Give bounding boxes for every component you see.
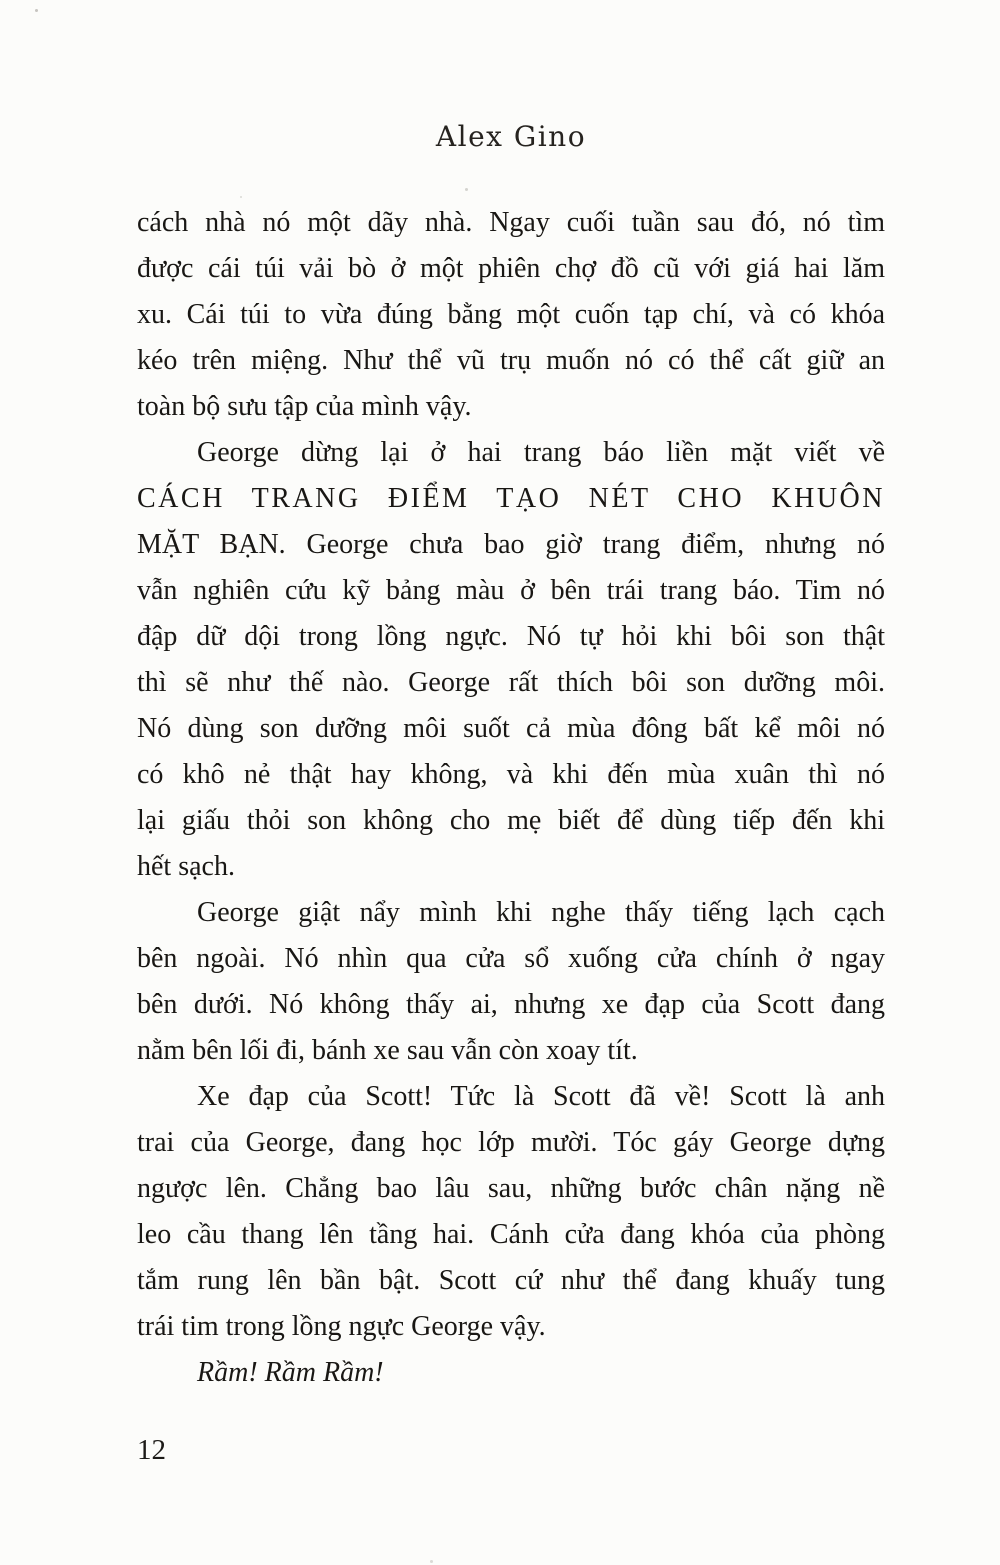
scan-speck (430, 1560, 433, 1563)
paragraph (137, 890, 885, 1074)
text-line: hết sạch. (137, 851, 235, 882)
text-line: bên dưới. Nó không thấy ai, nhưng xe đạp của Scott đang (137, 989, 885, 1020)
scan-speck (35, 9, 38, 12)
text-line: đập dữ dội trong lồng ngực. Nó tự hỏi khi bôi son thật (137, 621, 885, 652)
scan-speck (465, 188, 468, 191)
text-line: có khô nẻ thật hay không, và khi đến mùa xuân thì nó (137, 759, 885, 790)
text-line: trái tim trong lồng ngực George vậy. (137, 1311, 546, 1342)
body-text (137, 200, 885, 1396)
paragraph (137, 430, 885, 890)
text-line: xu. Cái túi to vừa đúng bằng một cuốn tạp chí, và có khóa (137, 299, 885, 330)
text-line: leo cầu thang lên tầng hai. Cánh cửa đang khóa của phòng (137, 1219, 885, 1250)
paragraph (137, 200, 885, 430)
text-line: vẫn nghiên cứu kỹ bảng màu ở bên trái trang báo. Tim nó (137, 575, 885, 606)
text-line: toàn bộ sưu tập của mình vậy. (137, 391, 472, 422)
text-line: nằm bên lối đi, bánh xe sau vẫn còn xoay tít. (137, 1035, 638, 1066)
text-line: Nó dùng son dưỡng môi suốt cả mùa đông bất kể môi nó (137, 713, 885, 744)
paragraph (137, 1350, 885, 1396)
text-line: George dừng lại ở hai trang báo liền mặt viết về (197, 437, 885, 468)
author-header: Alex Gino (435, 120, 587, 153)
text-line: cách nhà nó một dãy nhà. Ngay cuối tuần sau đó, nó tìm (137, 207, 885, 238)
text-line: được cái túi vải bò ở một phiên chợ đồ cũ với giá hai lăm (137, 253, 885, 284)
text-line: thì sẽ như thế nào. George rất thích bôi son dưỡng môi. (137, 667, 885, 698)
page-number: 12 (137, 1434, 166, 1466)
text-line: tắm rung lên bần bật. Scott cứ như thể đang khuấy tung (137, 1265, 885, 1296)
text-line: Rầm! Rầm Rầm! (197, 1357, 384, 1388)
text-line: kéo trên miệng. Như thể vũ trụ muốn nó có thể cất giữ an (137, 345, 885, 376)
text-line: George giật nẩy mình khi nghe thấy tiếng lạch cạch (197, 897, 885, 928)
text-line: bên ngoài. Nó nhìn qua cửa sổ xuống cửa chính ở ngay (137, 943, 885, 974)
paragraph (137, 1074, 885, 1350)
text-line: MẶT BẠN. George chưa bao giờ trang điểm, nhưng nó (137, 529, 885, 560)
text-line: ngược lên. Chẳng bao lâu sau, những bước chân nặng nề (137, 1173, 885, 1204)
text-line: lại giấu thỏi son không cho mẹ biết để dùng tiếp đến khi (137, 805, 885, 836)
text-line: Xe đạp của Scott! Tức là Scott đã về! Scott là anh (197, 1081, 885, 1112)
text-line: trai của George, đang học lớp mười. Tóc gáy George dựng (137, 1127, 885, 1158)
text-line: CÁCH TRANG ĐIỂM TẠO NÉT CHO KHUÔN (137, 483, 885, 514)
scan-speck (240, 196, 242, 198)
